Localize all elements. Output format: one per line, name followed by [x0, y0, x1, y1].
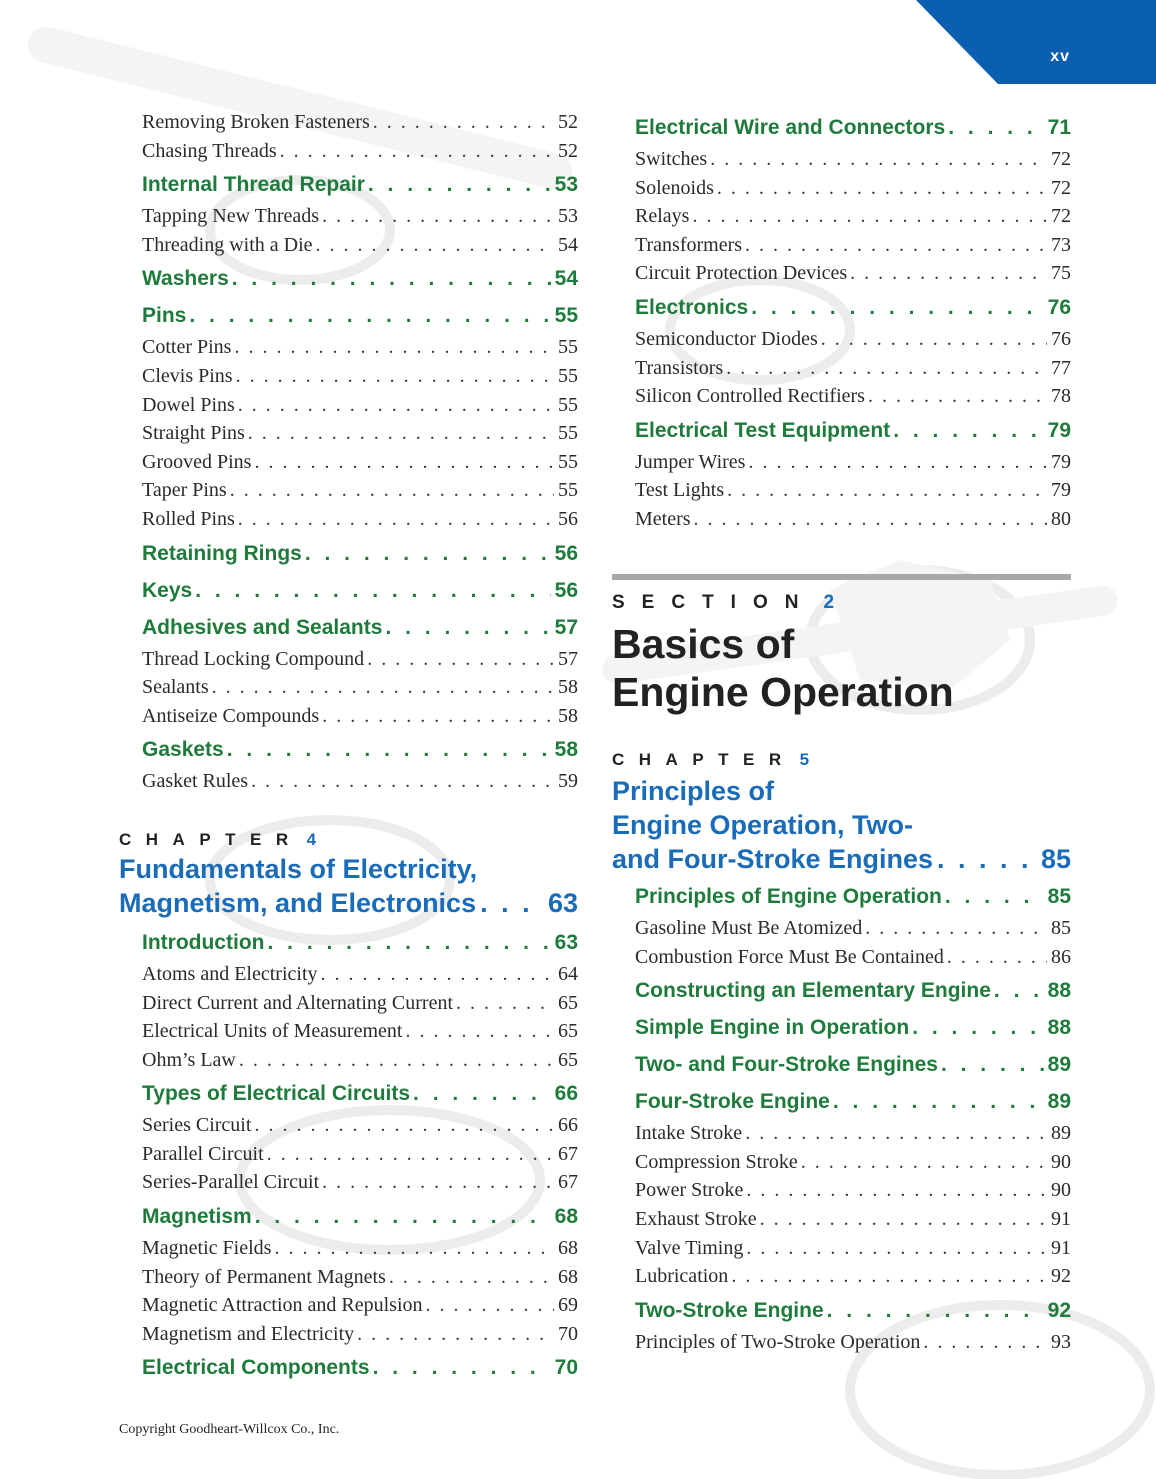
toc-entry-page: 89: [1051, 1122, 1071, 1145]
dot-leader: [238, 505, 554, 533]
toc-entry[interactable]: [142, 767, 578, 796]
toc-entry[interactable]: [142, 476, 578, 505]
toc-entry[interactable]: [142, 362, 578, 391]
dot-leader: [726, 354, 1047, 382]
toc-entry-page: 65: [558, 1020, 578, 1043]
toc-entry-page: 58: [554, 738, 578, 762]
dot-leader: [710, 145, 1047, 173]
dot-leader: [322, 202, 554, 230]
toc-entry-page: 55: [558, 450, 578, 473]
toc-entry-page: 89: [1047, 1090, 1071, 1114]
toc-entry-title: Transformers: [635, 233, 743, 256]
dot-leader: [865, 914, 1047, 942]
toc-entry-page: 65: [558, 991, 578, 1014]
toc-entry-page: 67: [558, 1142, 578, 1165]
toc-entry[interactable]: [635, 1148, 1071, 1177]
toc-entry-title: Relays: [635, 205, 690, 228]
toc-entry-page: 66: [558, 1114, 578, 1137]
toc-entry[interactable]: [142, 1111, 578, 1140]
toc-entry-title: Magnetism: [142, 1205, 252, 1229]
toc-heading[interactable]: [142, 574, 578, 608]
toc-entry-page: 79: [1051, 479, 1071, 502]
toc-heading[interactable]: [142, 733, 578, 767]
toc-entry[interactable]: [142, 673, 578, 702]
toc-heading[interactable]: [635, 414, 1071, 448]
toc-heading[interactable]: [142, 1200, 578, 1234]
toc-entry-title: Thread Locking Compound: [142, 647, 365, 670]
toc-entry-page: 77: [1051, 356, 1071, 379]
toc-entry[interactable]: [142, 231, 578, 260]
toc-entry-title: Constructing an Elementary Engine: [635, 979, 991, 1003]
chapter-title[interactable]: [119, 852, 578, 920]
dot-leader: [230, 476, 554, 504]
toc-entry[interactable]: [142, 1168, 578, 1197]
dot-leader: [227, 733, 551, 767]
toc-entry-title: Cotter Pins: [142, 336, 232, 359]
dot-leader: [868, 382, 1047, 410]
toc-entry-page: 72: [1051, 148, 1071, 170]
toc-entry-title: Lubrication: [635, 1265, 729, 1288]
toc-entry[interactable]: [635, 1205, 1071, 1234]
toc-entry-page: 65: [558, 1048, 578, 1071]
toc-entry-title: Principles of Two-Stroke Operation: [635, 1330, 921, 1353]
toc-entry-title: Semiconductor Diodes: [635, 327, 818, 350]
toc-heading[interactable]: [635, 880, 1071, 914]
toc-entry-title: Grooved Pins: [142, 450, 252, 473]
toc-entry-title: Electrical Wire and Connectors: [635, 116, 946, 139]
dot-leader: [321, 960, 554, 988]
dot-leader: [827, 1294, 1044, 1328]
toc-entry[interactable]: [142, 645, 578, 674]
dot-leader: [274, 1234, 554, 1262]
dot-leader: [947, 943, 1047, 971]
toc-heading[interactable]: [635, 1085, 1071, 1119]
dot-leader: [385, 611, 550, 645]
toc-entry[interactable]: [142, 108, 578, 137]
toc-entry-page: 57: [558, 647, 578, 670]
toc-entry-page: 72: [1051, 205, 1071, 228]
toc-entry[interactable]: [635, 354, 1071, 383]
toc-entry-page: 54: [558, 233, 578, 256]
section-number: 2: [823, 592, 835, 613]
toc-entry-page: 56: [554, 541, 578, 565]
toc-entry[interactable]: [142, 702, 578, 731]
dot-leader: [232, 262, 551, 296]
dot-leader: [239, 1046, 554, 1074]
toc-entry-title: Gasket Rules: [142, 770, 249, 793]
toc-entry-page: 78: [1051, 385, 1071, 408]
toc-entry-page: 92: [1051, 1265, 1071, 1288]
toc-entry-title: Meters: [635, 507, 691, 530]
toc-entry-title: Series-Parallel Circuit: [142, 1171, 320, 1194]
dot-leader: [746, 1176, 1047, 1204]
dot-leader: [480, 886, 544, 920]
dot-leader: [694, 505, 1047, 533]
toc-entry-title: Atoms and Electricity: [142, 962, 318, 985]
toc-heading[interactable]: [142, 611, 578, 645]
toc-entry[interactable]: [635, 325, 1071, 354]
toc-entry-page: 56: [558, 507, 578, 530]
toc-entry-page: 75: [1051, 262, 1071, 285]
dot-leader: [912, 1011, 1043, 1045]
toc-entry-title: Silicon Controlled Rectifiers: [635, 385, 865, 408]
chapter-title-line2: Engine Operation, Two-: [612, 810, 913, 840]
dot-leader: [731, 1262, 1047, 1290]
toc-entry-title: Clevis Pins: [142, 364, 233, 387]
toc-entry[interactable]: [142, 448, 578, 477]
dot-leader: [236, 362, 554, 390]
toc-entry-title: Taper Pins: [142, 479, 227, 502]
dot-leader: [850, 259, 1047, 287]
dot-leader: [456, 989, 554, 1017]
toc-heading[interactable]: [142, 537, 578, 571]
section-divider: [612, 574, 1071, 580]
toc-entry-title: Removing Broken Fasteners: [142, 111, 370, 133]
toc-entry-title: Chasing Threads: [142, 139, 277, 162]
toc-entry-title: Magnetic Attraction and Repulsion: [142, 1294, 423, 1317]
toc-entry-page: 91: [1051, 1236, 1071, 1259]
section-title-line1: Basics of: [612, 621, 795, 667]
toc-entry-page: 55: [558, 364, 578, 387]
dot-leader: [373, 1351, 551, 1385]
toc-entry-title: Pins: [142, 304, 187, 328]
toc-entry-title: Tapping New Threads: [142, 205, 320, 228]
toc-entry-page: 70: [554, 1356, 578, 1380]
chapter-5-block: [612, 748, 1071, 1356]
toc-entry-page: 79: [1051, 450, 1071, 473]
chapter-title[interactable]: [612, 774, 1071, 876]
section-title-line2: Engine Operation: [612, 669, 954, 715]
toc-entry-title: Sealants: [142, 676, 209, 699]
toc-entry[interactable]: [142, 1263, 578, 1292]
toc-entry-page: 55: [558, 393, 578, 416]
toc-entry[interactable]: [142, 1140, 578, 1169]
toc-entry[interactable]: [142, 960, 578, 989]
toc-entry-page: 64: [558, 962, 578, 985]
toc-entry[interactable]: [635, 1328, 1071, 1357]
dot-leader: [254, 448, 554, 476]
toc-entry-title: Gaskets: [142, 738, 224, 762]
toc-entry-page: 55: [558, 479, 578, 502]
toc-entry[interactable]: [635, 382, 1071, 411]
toc-entry[interactable]: [635, 914, 1071, 943]
toc-heading[interactable]: [635, 1048, 1071, 1082]
chapter-label: CHAPTER 4: [119, 829, 317, 849]
toc-entry[interactable]: [635, 1119, 1071, 1148]
dot-leader: [389, 1263, 554, 1291]
toc-heading[interactable]: [142, 262, 578, 296]
toc-entry-page: 85: [1051, 917, 1071, 939]
toc-entry[interactable]: [142, 1234, 578, 1263]
dot-leader: [994, 974, 1044, 1008]
toc-entry-title: Straight Pins: [142, 422, 245, 445]
toc-heading[interactable]: [635, 1011, 1071, 1045]
toc-entry-page: 80: [1051, 507, 1071, 530]
chapter-4-block: [119, 828, 578, 920]
toc-entries-continued: [142, 108, 578, 796]
dot-leader: [280, 137, 554, 165]
toc-entry-title: Combustion Force Must Be Contained: [635, 945, 944, 968]
toc-entry-page: 55: [554, 304, 578, 328]
toc-entry-title: Valve Timing: [635, 1236, 744, 1259]
toc-entry[interactable]: [142, 137, 578, 166]
toc-entry-page: 56: [554, 578, 578, 602]
toc-entry-page: 93: [1051, 1330, 1071, 1353]
dot-leader: [426, 1291, 555, 1319]
toc-entry-title: Magnetism and Electricity: [142, 1322, 355, 1345]
chapter-4-entries: [142, 926, 578, 1386]
toc-entry[interactable]: [142, 989, 578, 1018]
toc-entry-page: 54: [554, 267, 578, 291]
dot-leader: [937, 842, 1037, 876]
toc-entry[interactable]: [142, 391, 578, 420]
dot-leader: [316, 231, 555, 259]
dot-leader: [745, 1119, 1047, 1147]
toc-entry-page: 71: [1047, 116, 1071, 139]
toc-entry-title: Switches: [635, 148, 708, 170]
toc-entry[interactable]: [635, 145, 1071, 174]
chapter-number: 4: [306, 829, 317, 849]
toc-entry-title: Parallel Circuit: [142, 1142, 264, 1165]
toc-entry-page: 52: [558, 111, 578, 133]
toc-entry[interactable]: [635, 259, 1071, 288]
toc-entry[interactable]: [142, 1017, 578, 1046]
toc-heading[interactable]: [635, 1294, 1071, 1328]
toc-entry-title: Intake Stroke: [635, 1122, 743, 1145]
dot-leader: [212, 673, 554, 701]
dot-leader: [405, 1017, 554, 1045]
chapter-number: 5: [799, 750, 810, 769]
toc-entry-title: Test Lights: [635, 479, 725, 502]
toc-entry-title: Introduction: [142, 930, 265, 954]
toc-entry[interactable]: [142, 1320, 578, 1349]
dot-leader: [305, 537, 551, 571]
toc-entry-page: 70: [558, 1322, 578, 1345]
toc-entry-page: 85: [1047, 885, 1071, 908]
toc-entry-title: Series Circuit: [142, 1114, 252, 1137]
dot-leader: [254, 1111, 554, 1139]
dot-leader: [746, 1234, 1047, 1262]
toc-entry[interactable]: [142, 1291, 578, 1320]
toc-entry[interactable]: [142, 1046, 578, 1075]
dot-leader: [692, 202, 1047, 230]
toc-entry-title: Theory of Permanent Magnets: [142, 1265, 386, 1288]
toc-entry-title: Electronics: [635, 295, 749, 319]
dot-leader: [821, 325, 1047, 353]
toc-entry-title: Two-Stroke Engine: [635, 1298, 824, 1322]
toc-entry-page: 76: [1047, 295, 1071, 319]
toc-entry[interactable]: [635, 1262, 1071, 1291]
toc-entry[interactable]: [635, 1176, 1071, 1205]
toc-entry-title: Electrical Components: [142, 1356, 370, 1380]
dot-leader: [248, 419, 554, 447]
toc-entry-title: Adhesives and Sealants: [142, 615, 383, 639]
toc-entry-page: 73: [1051, 233, 1071, 256]
toc-entry-title: Circuit Protection Devices: [635, 262, 848, 285]
toc-entry-page: 63: [554, 930, 578, 954]
chapter-title-line2: Magnetism, and Electronics: [119, 887, 477, 918]
toc-entry-title: Power Stroke: [635, 1179, 744, 1202]
toc-entry[interactable]: [635, 202, 1071, 231]
toc-entry[interactable]: [635, 174, 1071, 203]
dot-leader: [368, 168, 551, 202]
dot-leader: [189, 299, 550, 333]
chapter-title-line1: Fundamentals of Electricity,: [119, 853, 478, 884]
toc-entry-page: 55: [558, 336, 578, 359]
toc-entry-page: 53: [558, 205, 578, 228]
chapter-page: 85: [1040, 844, 1071, 874]
toc-entry-page: 90: [1051, 1150, 1071, 1173]
toc-entry-page: 53: [554, 173, 578, 197]
toc-entry[interactable]: [142, 419, 578, 448]
toc-entry-page: 59: [558, 770, 578, 793]
toc-entry[interactable]: [635, 1234, 1071, 1263]
dot-leader: [745, 231, 1047, 259]
toc-entry-title: Solenoids: [635, 176, 714, 199]
dot-leader: [195, 574, 550, 608]
dot-leader: [234, 333, 554, 361]
toc-entry-title: Rolled Pins: [142, 507, 235, 530]
toc-entry-title: Keys: [142, 578, 193, 602]
toc-entry-title: Antiseize Compounds: [142, 704, 320, 727]
dot-leader: [717, 174, 1047, 202]
toc-entry-title: Principles of Engine Operation: [635, 885, 942, 908]
toc-entry-title: Dowel Pins: [142, 393, 235, 416]
toc-entry-page: 79: [1047, 418, 1071, 442]
toc-entry-title: Retaining Rings: [142, 541, 302, 565]
dot-leader: [945, 880, 1044, 914]
chapter-label: CHAPTER 5: [612, 750, 810, 769]
dot-leader: [751, 291, 1043, 325]
section-label: SECTION 2: [612, 592, 835, 613]
toc-entry-title: Gasoline Must Be Atomized: [635, 917, 863, 939]
toc-entry[interactable]: [635, 505, 1071, 534]
toc-entry-page: 91: [1051, 1207, 1071, 1230]
dot-leader: [727, 476, 1047, 504]
dot-leader: [251, 767, 554, 795]
toc-entry-page: 88: [1047, 1016, 1071, 1040]
dot-leader: [413, 1077, 551, 1111]
copyright-footer: Copyright Goodheart-Willcox Co., Inc.: [119, 1422, 340, 1437]
toc-entry-page: 66: [554, 1082, 578, 1106]
toc-heading[interactable]: [142, 299, 578, 333]
dot-leader: [833, 1085, 1044, 1119]
toc-entry-page: 86: [1051, 945, 1071, 968]
toc-right-column: [635, 108, 1071, 534]
toc-entry-page: 57: [554, 615, 578, 639]
toc-entry-title: Transistors: [635, 356, 724, 379]
toc-entry-title: Four-Stroke Engine: [635, 1090, 830, 1114]
toc-heading[interactable]: [142, 1351, 578, 1385]
dot-leader: [255, 1200, 551, 1234]
toc-entry-page: 67: [558, 1171, 578, 1194]
dot-leader: [801, 1148, 1047, 1176]
dot-leader: [748, 448, 1047, 476]
toc-entry-page: 68: [554, 1205, 578, 1229]
toc-entry-title: Ohm’s Law: [142, 1048, 236, 1071]
toc-entry-page: 69: [558, 1294, 578, 1317]
dot-leader: [923, 1328, 1047, 1356]
toc-entry-page: 68: [558, 1237, 578, 1260]
toc-entry-page: 88: [1047, 979, 1071, 1003]
dot-leader: [760, 1205, 1047, 1233]
toc-entry[interactable]: [635, 448, 1071, 477]
section-title: [612, 620, 1072, 716]
dot-leader: [367, 645, 554, 673]
toc-heading[interactable]: [142, 1077, 578, 1111]
toc-heading[interactable]: [635, 111, 1071, 145]
toc-heading[interactable]: [142, 926, 578, 960]
toc-entries-continued: [635, 111, 1071, 534]
page-corner-tab: [916, 0, 1156, 84]
dot-leader: [357, 1320, 554, 1348]
page-number: xv: [1050, 48, 1070, 65]
toc-entry-page: 72: [1051, 176, 1071, 199]
toc-entry-title: Compression Stroke: [635, 1150, 798, 1173]
dot-leader: [238, 391, 554, 419]
toc-entry-page: 58: [558, 676, 578, 699]
dot-leader: [322, 702, 554, 730]
toc-entry-page: 68: [558, 1265, 578, 1288]
toc-left-column: [119, 108, 578, 1385]
toc-heading[interactable]: [142, 168, 578, 202]
toc-entry-title: Magnetic Fields: [142, 1237, 272, 1260]
toc-heading[interactable]: [635, 974, 1071, 1008]
toc-entry-title: Jumper Wires: [635, 450, 746, 473]
toc-entry-title: Electrical Units of Measurement: [142, 1020, 403, 1043]
toc-entry[interactable]: [142, 333, 578, 362]
toc-entry[interactable]: [635, 943, 1071, 972]
toc-entry[interactable]: [635, 476, 1071, 505]
dot-leader: [893, 414, 1043, 448]
toc-entry-title: Internal Thread Repair: [142, 173, 365, 197]
toc-entry-page: 52: [558, 139, 578, 162]
toc-entry-page: 92: [1047, 1298, 1071, 1322]
toc-entry-title: Types of Electrical Circuits: [142, 1082, 411, 1106]
toc-entry[interactable]: [635, 231, 1071, 260]
toc-entry-page: 89: [1047, 1053, 1071, 1077]
dot-leader: [267, 926, 550, 960]
chapter-title-line3: and Four-Stroke Engines: [612, 844, 934, 874]
toc-heading[interactable]: [635, 291, 1071, 325]
toc-entry-page: 90: [1051, 1179, 1071, 1202]
toc-entry-title: Direct Current and Alternating Current: [142, 991, 454, 1014]
toc-entry-title: Two- and Four-Stroke Engines: [635, 1053, 938, 1077]
toc-entry-title: Electrical Test Equipment: [635, 418, 891, 442]
toc-entry-title: Exhaust Stroke: [635, 1207, 757, 1230]
dot-leader: [948, 111, 1043, 145]
dot-leader: [322, 1168, 554, 1196]
toc-entry[interactable]: [142, 505, 578, 534]
dot-leader: [267, 1140, 554, 1168]
toc-entry-page: 76: [1051, 327, 1071, 350]
toc-entry[interactable]: [142, 202, 578, 231]
toc-entry-page: 55: [558, 422, 578, 445]
dot-leader: [941, 1048, 1044, 1082]
toc-entry-page: 58: [558, 704, 578, 727]
chapter-5-entries: [635, 880, 1071, 1356]
toc-entry-title: Simple Engine in Operation: [635, 1016, 910, 1040]
toc-entry-title: Washers: [142, 267, 229, 291]
chapter-page: 63: [547, 887, 578, 918]
toc-entry-title: Threading with a Die: [142, 233, 313, 256]
chapter-title-line1: Principles of: [612, 776, 775, 806]
dot-leader: [373, 108, 554, 136]
